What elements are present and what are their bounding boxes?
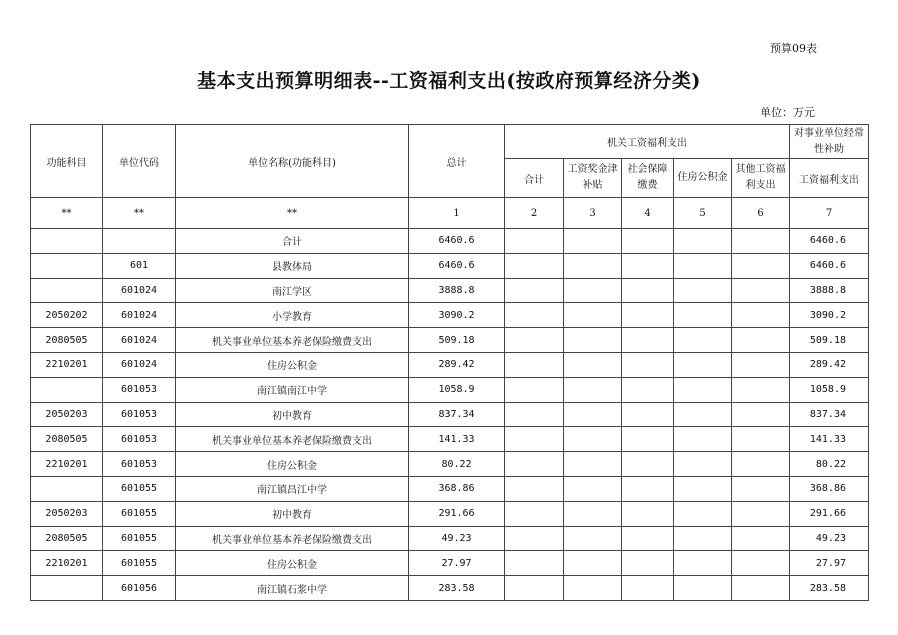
- func-code-cell: 2080505: [31, 427, 103, 452]
- org-total-cell: [505, 427, 564, 452]
- budget-table: [30, 124, 869, 601]
- header-unit-code: 单位代码: [103, 125, 176, 198]
- unit-code-cell: 601053: [103, 377, 176, 402]
- subsidy-wage-cell: 6460.6: [790, 229, 869, 254]
- total-cell: 291.66: [409, 501, 505, 526]
- housing-cell: [674, 576, 732, 601]
- social-cell: [622, 377, 674, 402]
- subsidy-wage-cell: 49.23: [790, 526, 869, 551]
- header-sub-total: 合计: [505, 159, 564, 198]
- unit-name-cell: 南江镇昌江中学: [176, 476, 409, 501]
- func-code-cell: [31, 377, 103, 402]
- index-cell: 5: [674, 198, 732, 229]
- subsidy-wage-cell: 509.18: [790, 328, 869, 353]
- subsidy-wage-cell: 291.66: [790, 501, 869, 526]
- table-row: [31, 452, 869, 477]
- index-cell: **: [176, 198, 409, 229]
- form-number: 预算09表: [770, 42, 817, 55]
- func-code-cell: 2050203: [31, 402, 103, 427]
- total-cell: 49.23: [409, 526, 505, 551]
- unit-name-cell: 南江学区: [176, 278, 409, 303]
- unit-code-cell: [103, 229, 176, 254]
- table-row: [31, 303, 869, 328]
- unit-name-cell: 机关事业单位基本养老保险缴费支出: [176, 328, 409, 353]
- subsidy-wage-cell: 283.58: [790, 576, 869, 601]
- total-cell: 6460.6: [409, 253, 505, 278]
- header-func-code: 功能科目: [31, 125, 103, 198]
- housing-cell: [674, 551, 732, 576]
- total-cell: 80.22: [409, 452, 505, 477]
- other-cell: [732, 551, 790, 576]
- org-total-cell: [505, 526, 564, 551]
- subsidy-wage-cell: 6460.6: [790, 253, 869, 278]
- subsidy-wage-cell: 837.34: [790, 402, 869, 427]
- unit-code-cell: 601055: [103, 476, 176, 501]
- social-cell: [622, 229, 674, 254]
- wage-cell: [564, 501, 622, 526]
- other-cell: [732, 278, 790, 303]
- total-cell: 3888.8: [409, 278, 505, 303]
- org-total-cell: [505, 551, 564, 576]
- unit-name-cell: 初中教育: [176, 402, 409, 427]
- header-sub-social: 社会保障缴费: [622, 159, 674, 198]
- social-cell: [622, 402, 674, 427]
- index-row: [31, 198, 869, 229]
- header-total: 总计: [409, 125, 505, 198]
- func-code-cell: [31, 253, 103, 278]
- org-total-cell: [505, 278, 564, 303]
- social-cell: [622, 427, 674, 452]
- total-cell: 283.58: [409, 576, 505, 601]
- wage-cell: [564, 402, 622, 427]
- table-row: [31, 576, 869, 601]
- subsidy-wage-cell: 289.42: [790, 352, 869, 377]
- unit-name-cell: 住房公积金: [176, 452, 409, 477]
- unit-code-cell: 601024: [103, 278, 176, 303]
- other-cell: [732, 576, 790, 601]
- social-cell: [622, 551, 674, 576]
- unit-name-cell: 机关事业单位基本养老保险缴费支出: [176, 526, 409, 551]
- other-cell: [732, 526, 790, 551]
- index-cell: 7: [790, 198, 869, 229]
- table-row: [31, 427, 869, 452]
- org-total-cell: [505, 576, 564, 601]
- index-cell: 3: [564, 198, 622, 229]
- header-group-org: 机关工资福利支出: [505, 125, 790, 159]
- func-code-cell: 2080505: [31, 526, 103, 551]
- housing-cell: [674, 402, 732, 427]
- social-cell: [622, 328, 674, 353]
- subsidy-wage-cell: 80.22: [790, 452, 869, 477]
- header-sub-wage: 工资奖金津补贴: [564, 159, 622, 198]
- social-cell: [622, 352, 674, 377]
- table-row: [31, 229, 869, 254]
- housing-cell: [674, 377, 732, 402]
- unit-code-cell: 601056: [103, 576, 176, 601]
- unit-code-cell: 601055: [103, 501, 176, 526]
- wage-cell: [564, 352, 622, 377]
- org-total-cell: [505, 328, 564, 353]
- unit-code-cell: 601053: [103, 402, 176, 427]
- housing-cell: [674, 253, 732, 278]
- org-total-cell: [505, 229, 564, 254]
- other-cell: [732, 402, 790, 427]
- housing-cell: [674, 303, 732, 328]
- housing-cell: [674, 476, 732, 501]
- subsidy-wage-cell: 368.86: [790, 476, 869, 501]
- org-total-cell: [505, 452, 564, 477]
- total-cell: 3090.2: [409, 303, 505, 328]
- other-cell: [732, 427, 790, 452]
- wage-cell: [564, 427, 622, 452]
- table-row: [31, 253, 869, 278]
- unit-code-cell: 601024: [103, 352, 176, 377]
- header-sub-subsidy-wage: 工资福利支出: [790, 159, 869, 198]
- table-row: [31, 328, 869, 353]
- org-total-cell: [505, 402, 564, 427]
- func-code-cell: [31, 278, 103, 303]
- unit-name-cell: 南江镇南江中学: [176, 377, 409, 402]
- index-cell: **: [31, 198, 103, 229]
- wage-cell: [564, 476, 622, 501]
- other-cell: [732, 452, 790, 477]
- wage-cell: [564, 377, 622, 402]
- wage-cell: [564, 526, 622, 551]
- header-sub-other: 其他工资福利支出: [732, 159, 790, 198]
- unit-name-cell: 南江镇石浆中学: [176, 576, 409, 601]
- unit-code-cell: 601024: [103, 303, 176, 328]
- unit-name-cell: 住房公积金: [176, 551, 409, 576]
- func-code-cell: 2210201: [31, 452, 103, 477]
- housing-cell: [674, 452, 732, 477]
- org-total-cell: [505, 253, 564, 278]
- total-cell: 1058.9: [409, 377, 505, 402]
- unit-label: 单位：万元: [760, 106, 815, 119]
- org-total-cell: [505, 303, 564, 328]
- index-cell: 2: [505, 198, 564, 229]
- unit-name-cell: 初中教育: [176, 501, 409, 526]
- table-row: [31, 377, 869, 402]
- unit-code-cell: 601: [103, 253, 176, 278]
- housing-cell: [674, 427, 732, 452]
- social-cell: [622, 476, 674, 501]
- subsidy-wage-cell: 1058.9: [790, 377, 869, 402]
- table-row: [31, 551, 869, 576]
- func-code-cell: [31, 576, 103, 601]
- unit-code-cell: 601053: [103, 427, 176, 452]
- unit-name-cell: 机关事业单位基本养老保险缴费支出: [176, 427, 409, 452]
- index-cell: 6: [732, 198, 790, 229]
- table-row: [31, 278, 869, 303]
- total-cell: 27.97: [409, 551, 505, 576]
- total-cell: 141.33: [409, 427, 505, 452]
- social-cell: [622, 501, 674, 526]
- header-group-subsidy: 对事业单位经常性补助: [790, 125, 869, 159]
- index-cell: 1: [409, 198, 505, 229]
- unit-code-cell: 601053: [103, 452, 176, 477]
- func-code-cell: 2050202: [31, 303, 103, 328]
- housing-cell: [674, 501, 732, 526]
- func-code-cell: [31, 476, 103, 501]
- unit-name-cell: 住房公积金: [176, 352, 409, 377]
- unit-code-cell: 601055: [103, 526, 176, 551]
- header-unit-name: 单位名称(功能科目): [176, 125, 409, 198]
- social-cell: [622, 576, 674, 601]
- other-cell: [732, 253, 790, 278]
- wage-cell: [564, 452, 622, 477]
- total-cell: 6460.6: [409, 229, 505, 254]
- total-cell: 289.42: [409, 352, 505, 377]
- housing-cell: [674, 229, 732, 254]
- wage-cell: [564, 551, 622, 576]
- wage-cell: [564, 253, 622, 278]
- org-total-cell: [505, 377, 564, 402]
- total-cell: 837.34: [409, 402, 505, 427]
- subsidy-wage-cell: 27.97: [790, 551, 869, 576]
- unit-name-cell: 县教体局: [176, 253, 409, 278]
- org-total-cell: [505, 476, 564, 501]
- other-cell: [732, 377, 790, 402]
- table-row: [31, 476, 869, 501]
- unit-name-cell: 小学教育: [176, 303, 409, 328]
- wage-cell: [564, 328, 622, 353]
- func-code-cell: 2210201: [31, 551, 103, 576]
- social-cell: [622, 303, 674, 328]
- housing-cell: [674, 526, 732, 551]
- unit-code-cell: 601055: [103, 551, 176, 576]
- table-row: [31, 526, 869, 551]
- other-cell: [732, 476, 790, 501]
- table-row: [31, 501, 869, 526]
- social-cell: [622, 253, 674, 278]
- other-cell: [732, 328, 790, 353]
- other-cell: [732, 501, 790, 526]
- table-row: [31, 402, 869, 427]
- unit-name-cell: 合计: [176, 229, 409, 254]
- func-code-cell: [31, 229, 103, 254]
- subsidy-wage-cell: 3888.8: [790, 278, 869, 303]
- func-code-cell: 2050203: [31, 501, 103, 526]
- housing-cell: [674, 278, 732, 303]
- org-total-cell: [505, 501, 564, 526]
- social-cell: [622, 526, 674, 551]
- table-row: [31, 352, 869, 377]
- housing-cell: [674, 352, 732, 377]
- other-cell: [732, 352, 790, 377]
- wage-cell: [564, 229, 622, 254]
- total-cell: 509.18: [409, 328, 505, 353]
- page-title: 基本支出预算明细表--工资福利支出(按政府预算经济分类): [197, 70, 701, 92]
- housing-cell: [674, 328, 732, 353]
- org-total-cell: [505, 352, 564, 377]
- other-cell: [732, 229, 790, 254]
- subsidy-wage-cell: 3090.2: [790, 303, 869, 328]
- index-cell: 4: [622, 198, 674, 229]
- social-cell: [622, 278, 674, 303]
- unit-code-cell: 601024: [103, 328, 176, 353]
- total-cell: 368.86: [409, 476, 505, 501]
- other-cell: [732, 303, 790, 328]
- wage-cell: [564, 576, 622, 601]
- social-cell: [622, 452, 674, 477]
- func-code-cell: 2210201: [31, 352, 103, 377]
- subsidy-wage-cell: 141.33: [790, 427, 869, 452]
- func-code-cell: 2080505: [31, 328, 103, 353]
- wage-cell: [564, 303, 622, 328]
- wage-cell: [564, 278, 622, 303]
- index-cell: **: [103, 198, 176, 229]
- header-sub-housing: 住房公积金: [674, 159, 732, 198]
